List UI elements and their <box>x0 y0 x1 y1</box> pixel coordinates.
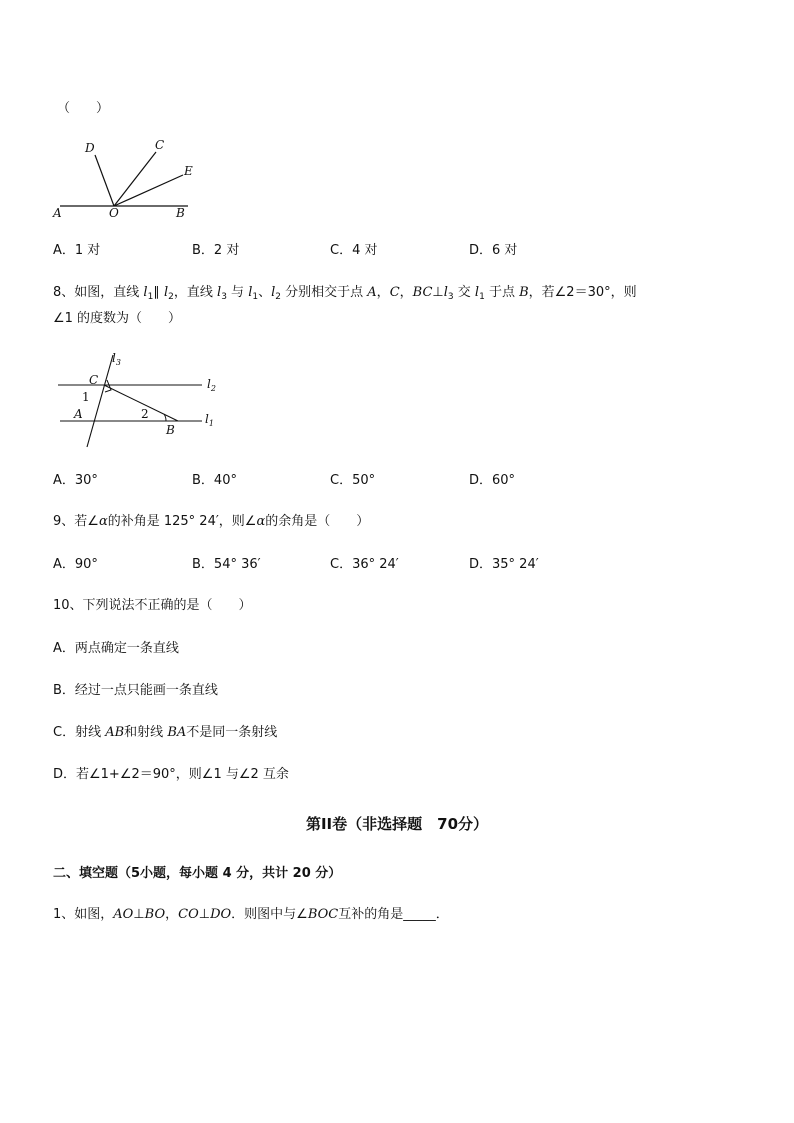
q8-option-a: A．30° <box>53 473 98 488</box>
q8-label-l1: $l_1$ <box>205 412 214 428</box>
q8-label-angle1: 1 <box>82 390 90 404</box>
q8-stem-line2: ∠1 的度数为（ ） <box>53 311 182 326</box>
q7-label-c: C <box>155 138 165 152</box>
q7-option-a: A．1 对 <box>53 243 101 258</box>
q9-stem: 9、若∠α的补角是 125° 24′，则∠α的余角是（ ） <box>53 514 370 529</box>
q8-label-b: B <box>166 423 175 437</box>
q8-option-d: D．60° <box>469 473 516 488</box>
q9-option-d: D．35° 24′ <box>469 557 539 572</box>
q7-option-d: D．6 对 <box>469 243 518 258</box>
q9-option-a: A．90° <box>53 557 98 572</box>
q7-label-a: A <box>53 206 62 220</box>
q8-label-l3: $l_3$ <box>112 351 121 367</box>
q8-label-l2: $l_2$ <box>207 377 216 393</box>
q7-label-d: D <box>85 141 95 155</box>
q8-option-b: B．40° <box>192 473 237 488</box>
q10-stem: 10、下列说法不正确的是（ ） <box>53 598 252 613</box>
section-title: 第II卷（非选择题 70分） <box>305 815 489 833</box>
q10-option-d: D．若∠1+∠2＝90°，则∠1 与∠2 互余 <box>53 767 289 782</box>
q8-label-angle2: 2 <box>141 407 149 421</box>
q7-paren: （ ） <box>57 101 110 116</box>
q7-figure <box>50 135 210 225</box>
q8-label-a: A <box>74 407 83 421</box>
q8-label-c: C <box>89 373 99 387</box>
q10-option-c: C．射线 AB和射线 BA不是同一条射线 <box>53 725 278 740</box>
q7-label-o: O <box>109 206 119 220</box>
q8-stem-line1: 8、如图，直线 $l_1\parallel$ $l_2$，直线 $l_3$ 与 $l_1$、$l_2$ 分别相交于点 A，C，$BC\perp l_3$ 交 $l_1$ 于点 B，若∠2＝30°，则 <box>53 285 637 302</box>
q10-option-b: B．经过一点只能画一条直线 <box>53 683 218 698</box>
q10-option-a: A．两点确定一条直线 <box>53 641 179 656</box>
q8-option-c: C．50° <box>330 473 376 488</box>
fill1-stem: 1、如图，AO⊥BO，CO⊥DO．则图中与∠BOC互补的角是_____． <box>53 907 449 922</box>
q9-option-c: C．36° 24′ <box>330 557 399 572</box>
q7-option-b: B．2 对 <box>192 243 240 258</box>
part2-heading: 二、填空题（5小题，每小题 4 分，共计 20 分） <box>53 866 342 881</box>
q8-figure <box>50 350 230 440</box>
q9-option-b: B．54° 36′ <box>192 557 261 572</box>
answer-blank[interactable]: _____ <box>403 907 436 922</box>
q7-label-b: B <box>176 206 185 220</box>
q7-option-c: C．4 对 <box>330 243 378 258</box>
q7-label-e: E <box>184 164 193 178</box>
